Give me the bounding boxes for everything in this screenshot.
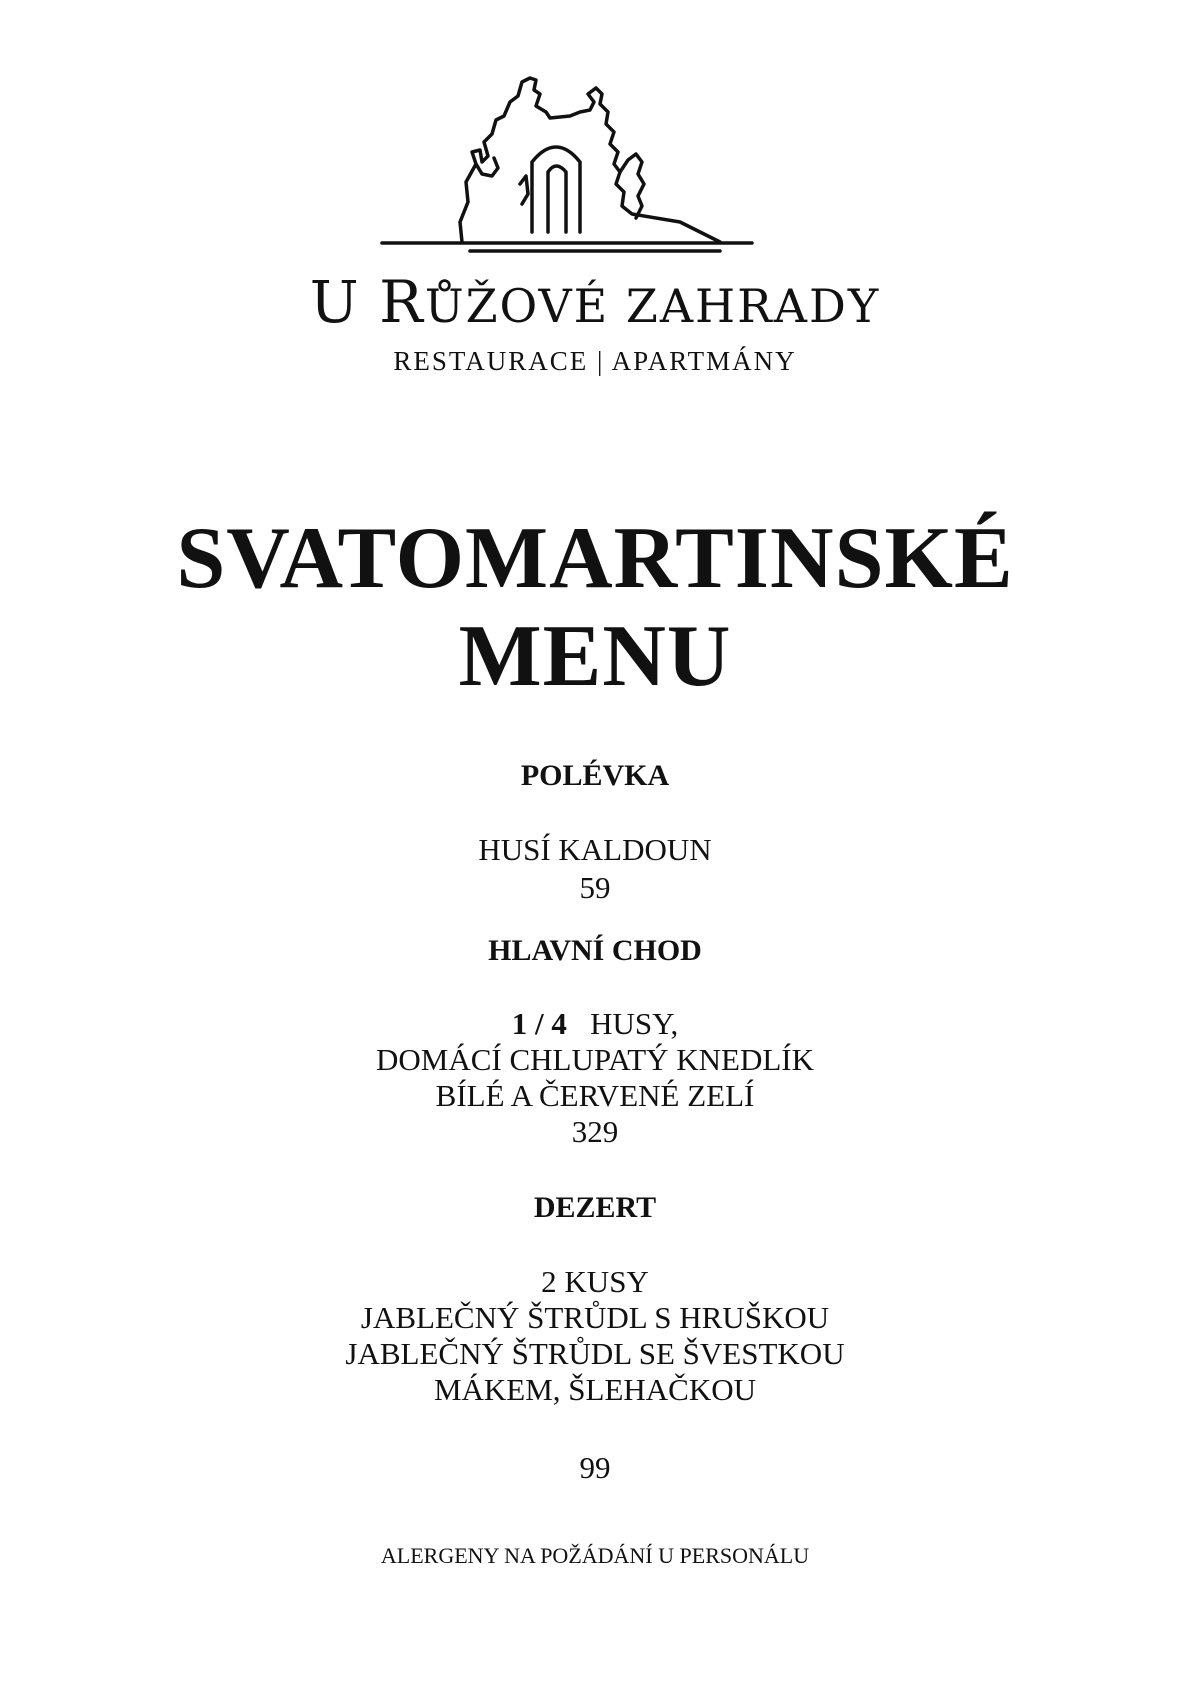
main-price: 329	[571, 1114, 619, 1149]
dessert-line1: 2 KUSY	[541, 1264, 649, 1299]
brand-name-u: U	[309, 268, 361, 336]
soup-heading: POLÉVKA	[520, 759, 670, 792]
brand-subtitle: RESTAURACE | APARTMÁNY	[393, 346, 797, 376]
main-heading: HLAVNÍ CHOD	[488, 934, 702, 967]
dessert-line4: MÁKEM, ŠLEHAČKOU	[433, 1372, 757, 1407]
menu-title	[0, 510, 1190, 706]
dessert-line3: JABLEČNÝ ŠTRŮDL SE ŠVESTKOU	[345, 1336, 845, 1371]
brand-name-rest: ŮŽOVÉ ZAHRADY	[424, 279, 881, 333]
dessert-description	[0, 1264, 1190, 1408]
main-line2: DOMÁCÍ CHLUPATÝ KNEDLÍK	[375, 1042, 815, 1077]
main-line3: BÍLÉ A ČERVENÉ ZELÍ	[435, 1078, 755, 1113]
allergens-note: ALERGENY NA POŽÁDÁNÍ U PERSONÁLU	[380, 1543, 810, 1568]
dessert-line2: JABLEČNÝ ŠTRŮDL S HRUŠKOU	[360, 1300, 830, 1335]
main-course-description	[0, 1006, 1190, 1150]
main-line1-text: HUSY,	[590, 1006, 679, 1041]
dessert-price: 99	[579, 1450, 611, 1485]
main-line1	[0, 1006, 1190, 1042]
soup-price: 59	[579, 870, 611, 905]
brand-name-r: R	[379, 268, 425, 336]
main-portion: 1 / 4	[511, 1006, 567, 1041]
dessert-heading: DEZERT	[533, 1191, 657, 1224]
brand-name	[0, 268, 1190, 336]
restaurant-logo-building-icon	[380, 72, 780, 262]
soup-item: HUSÍ KALDOUN	[478, 832, 712, 867]
menu-title-line2: MENU	[458, 608, 732, 705]
menu-title-line1: SVATOMARTINSKÉ	[176, 510, 1014, 607]
